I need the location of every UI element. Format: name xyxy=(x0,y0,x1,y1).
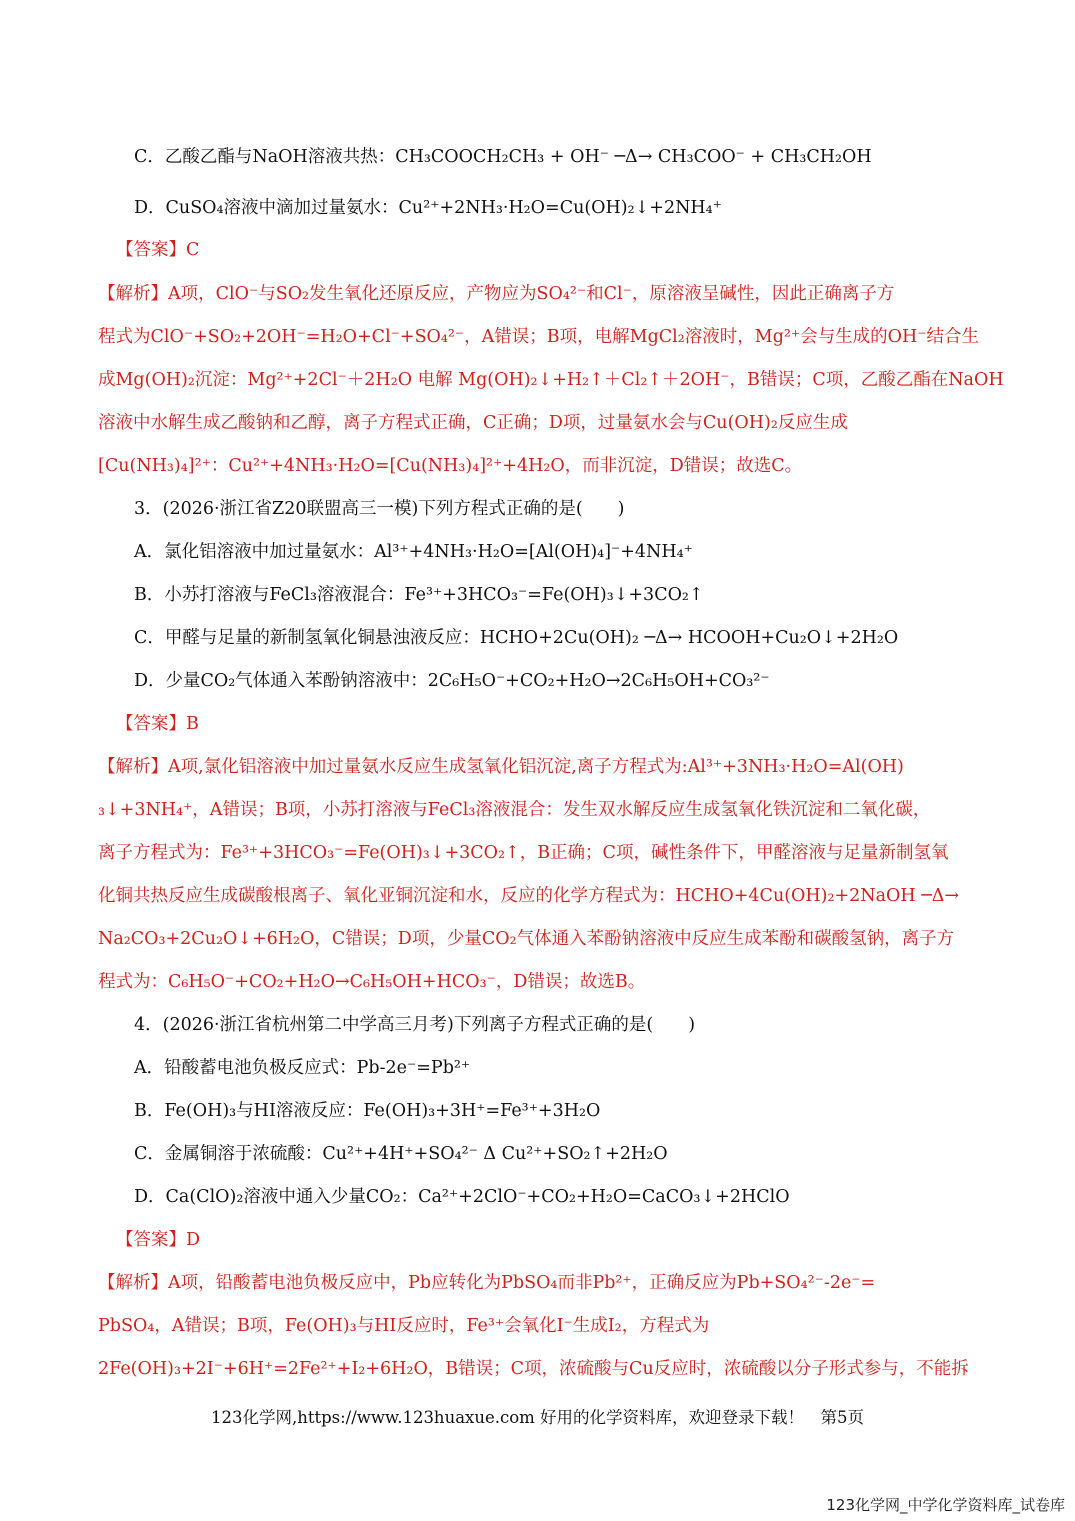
page-footer: 123化学网,https://www.123huaxue.com 好用的化学资料库，欢迎登录下载！ 第5页 xyxy=(210,1408,865,1427)
text-line: ₃↓+3NH₄⁺，A错误；B项，小苏打溶液与FeCl₃溶液混合：发生双水解反应生成氢氧化铁沉淀和二氧化碳， xyxy=(98,800,931,820)
text-line: C．乙酸乙酯与NaOH溶液共热：CH₃COOCH₂CH₃ + OH⁻ ─Δ→ CH₃COO⁻ + CH₃CH₂OH xyxy=(134,147,872,167)
text-line: C．甲醛与足量的新制氢氧化铜悬浊液反应：HCHO+2Cu(OH)₂ ─Δ→ HCOOH+Cu₂O↓+2H₂O xyxy=(134,628,899,648)
site-watermark: 123化学网_中学化学资料库_试卷库 xyxy=(826,1496,1065,1514)
text-line: B．小苏打溶液与FeCl₃溶液混合：Fe³⁺+3HCO₃⁻=Fe(OH)₃↓+3CO₂↑ xyxy=(134,585,704,605)
text-line: 【答案】B xyxy=(116,714,199,734)
text-line: A．氯化铝溶液中加过量氨水：Al³⁺+4NH₃·H₂O=[Al(OH)₄]⁻+4NH₄⁺ xyxy=(134,542,693,562)
text-line: B．Fe(OH)₃与HI溶液反应：Fe(OH)₃+3H⁺=Fe³⁺+3H₂O xyxy=(134,1101,601,1121)
text-line: 溶液中水解生成乙酸钠和乙醇，离子方程式正确，C正确；D项，过量氨水会与Cu(OH)₂反应生成 xyxy=(98,413,848,433)
text-line: [Cu(NH₃)₄]²⁺：Cu²⁺+4NH₃·H₂O=[Cu(NH₃)₄]²⁺+4H₂O，而非沉淀，D错误；故选C。 xyxy=(98,456,803,476)
text-line: 【答案】C xyxy=(116,240,200,260)
text-line: PbSO₄，A错误；B项，Fe(OH)₃与HI反应时，Fe³⁺会氧化I⁻生成I₂，方程式为 xyxy=(98,1316,710,1336)
text-line: 【答案】D xyxy=(116,1230,201,1250)
text-line: 化铜共热反应生成碳酸根离子、氧化亚铜沉淀和水，反应的化学方程式为：HCHO+4Cu(OH)₂+2NaOH ─Δ→ xyxy=(98,886,960,906)
text-line: D．CuSO₄溶液中滴加过量氨水：Cu²⁺+2NH₃·H₂O=Cu(OH)₂↓+2NH₄⁺ xyxy=(134,198,722,218)
text-line: 3．(2026·浙江省Z20联盟高三一模)下列方程式正确的是( ) xyxy=(134,499,625,519)
text-line: C．金属铜溶于浓硫酸：Cu²⁺+4H⁺+SO₄²⁻ Δ Cu²⁺+SO₂↑+2H₂O xyxy=(134,1144,668,1164)
text-line: 【解析】A项,氯化铝溶液中加过量氨水反应生成氢氧化铝沉淀,离子方程式为:Al³⁺+3NH₃·H₂O=Al(OH) xyxy=(98,757,904,777)
text-line: 程式为：C₆H₅O⁻+CO₂+H₂O→C₆H₅OH+HCO₃⁻，D错误；故选B。 xyxy=(98,972,646,992)
text-line: 2Fe(OH)₃+2I⁻+6H⁺=2Fe²⁺+I₂+6H₂O，B错误；C项，浓硫酸与Cu反应时，浓硫酸以分子形式参与，不能拆 xyxy=(98,1359,969,1379)
text-line: 【解析】A项，铅酸蓄电池负极反应中，Pb应转化为PbSO₄而非Pb²⁺，正确反应为Pb+SO₄²⁻-2e⁻= xyxy=(98,1273,876,1293)
text-line: 离子方程式为：Fe³⁺+3HCO₃⁻=Fe(OH)₃↓+3CO₂↑，B正确；C项，碱性条件下，甲醛溶液与足量新制氢氧 xyxy=(98,843,949,863)
text-line: 【解析】A项，ClO⁻与SO₂发生氧化还原反应，产物应为SO₄²⁻和Cl⁻，原溶液呈碱性，因此正确离子方 xyxy=(98,284,895,304)
text-line: 成Mg(OH)₂沉淀：Mg²⁺+2Cl⁻＋2H₂O 电解 Mg(OH)₂↓+H₂↑＋Cl₂↑＋2OH⁻，B错误；C项，乙酸乙酯在NaOH xyxy=(98,370,1004,390)
text-line: D．少量CO₂气体通入苯酚钠溶液中：2C₆H₅O⁻+CO₂+H₂O→2C₆H₅OH+CO₃²⁻ xyxy=(134,671,770,691)
text-line: A．铅酸蓄电池负极反应式：Pb-2e⁻=Pb²⁺ xyxy=(134,1058,471,1078)
text-line: Na₂CO₃+2Cu₂O↓+6H₂O，C错误；D项，少量CO₂气体通入苯酚钠溶液中反应生成苯酚和碳酸氢钠，离子方 xyxy=(98,929,955,949)
text-line: D．Ca(ClO)₂溶液中通入少量CO₂：Ca²⁺+2ClO⁻+CO₂+H₂O=CaCO₃↓+2HClO xyxy=(134,1187,790,1207)
text-line: 程式为ClO⁻+SO₂+2OH⁻=H₂O+Cl⁻+SO₄²⁻，A错误；B项，电解MgCl₂溶液时，Mg²⁺会与生成的OH⁻结合生 xyxy=(98,327,980,347)
text-line: 4．(2026·浙江省杭州第二中学高三月考)下列离子方程式正确的是( ) xyxy=(134,1015,696,1035)
